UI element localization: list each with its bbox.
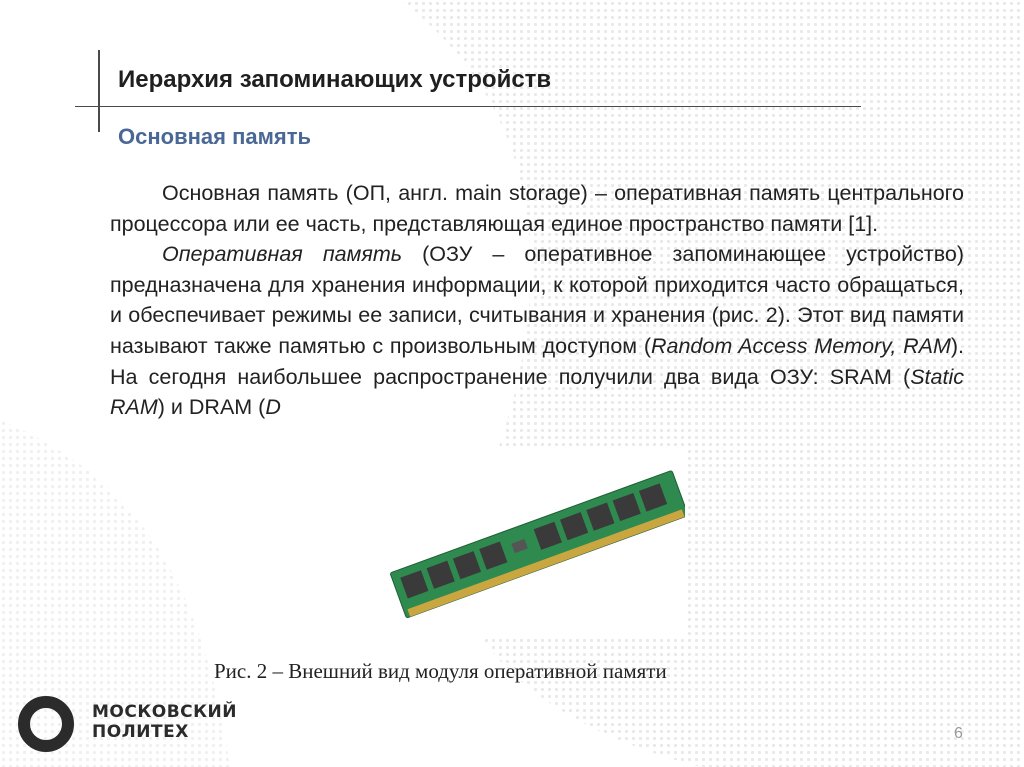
- paragraph-2: Оперативная память (ОЗУ – оперативное запоминающее устройство) предназначена для хранения информации, к которой приходится часто обращаться, и обеспечивает режимы ее записи, считывания и хранения (рис. 2). Этот вид памяти называют также памятью с произвольным доступом (Random Access Memory, RAM). На сегодня наибольшее распространение получили два вида ОЗУ: SRAM (Static RAM) и DRAM (D: [110, 242, 964, 420]
- body-text: [110, 178, 964, 423]
- logo-text: [92, 702, 237, 742]
- term-ram-en: Random Access Memory, RAM: [650, 333, 951, 358]
- slide-title: Иерархия запоминающих устройств: [118, 66, 552, 93]
- horizontal-rule: [75, 106, 861, 107]
- vertical-rule: [98, 50, 100, 132]
- paragraph-1: Основная память (ОП, англ. main storage) – оперативная память центрального процессора или ее часть, представляющая единое пространство памяти [1].: [110, 181, 964, 236]
- logo-line-1: МОСКОВСКИЙ: [92, 702, 237, 722]
- term-d: D: [265, 395, 281, 420]
- figure-caption: Рис. 2 – Внешний вид модуля оперативной памяти: [214, 659, 667, 683]
- mospolytech-logo-icon: [16, 694, 76, 754]
- page-number: 6: [954, 725, 963, 742]
- ram-module-image: [380, 448, 685, 638]
- term-sram: Static RAM: [110, 364, 964, 420]
- term-ram-ru: Оперативная память: [162, 242, 403, 267]
- logo-line-2: ПОЛИТЕХ: [92, 722, 189, 742]
- slide-subtitle: Основная память: [118, 124, 312, 149]
